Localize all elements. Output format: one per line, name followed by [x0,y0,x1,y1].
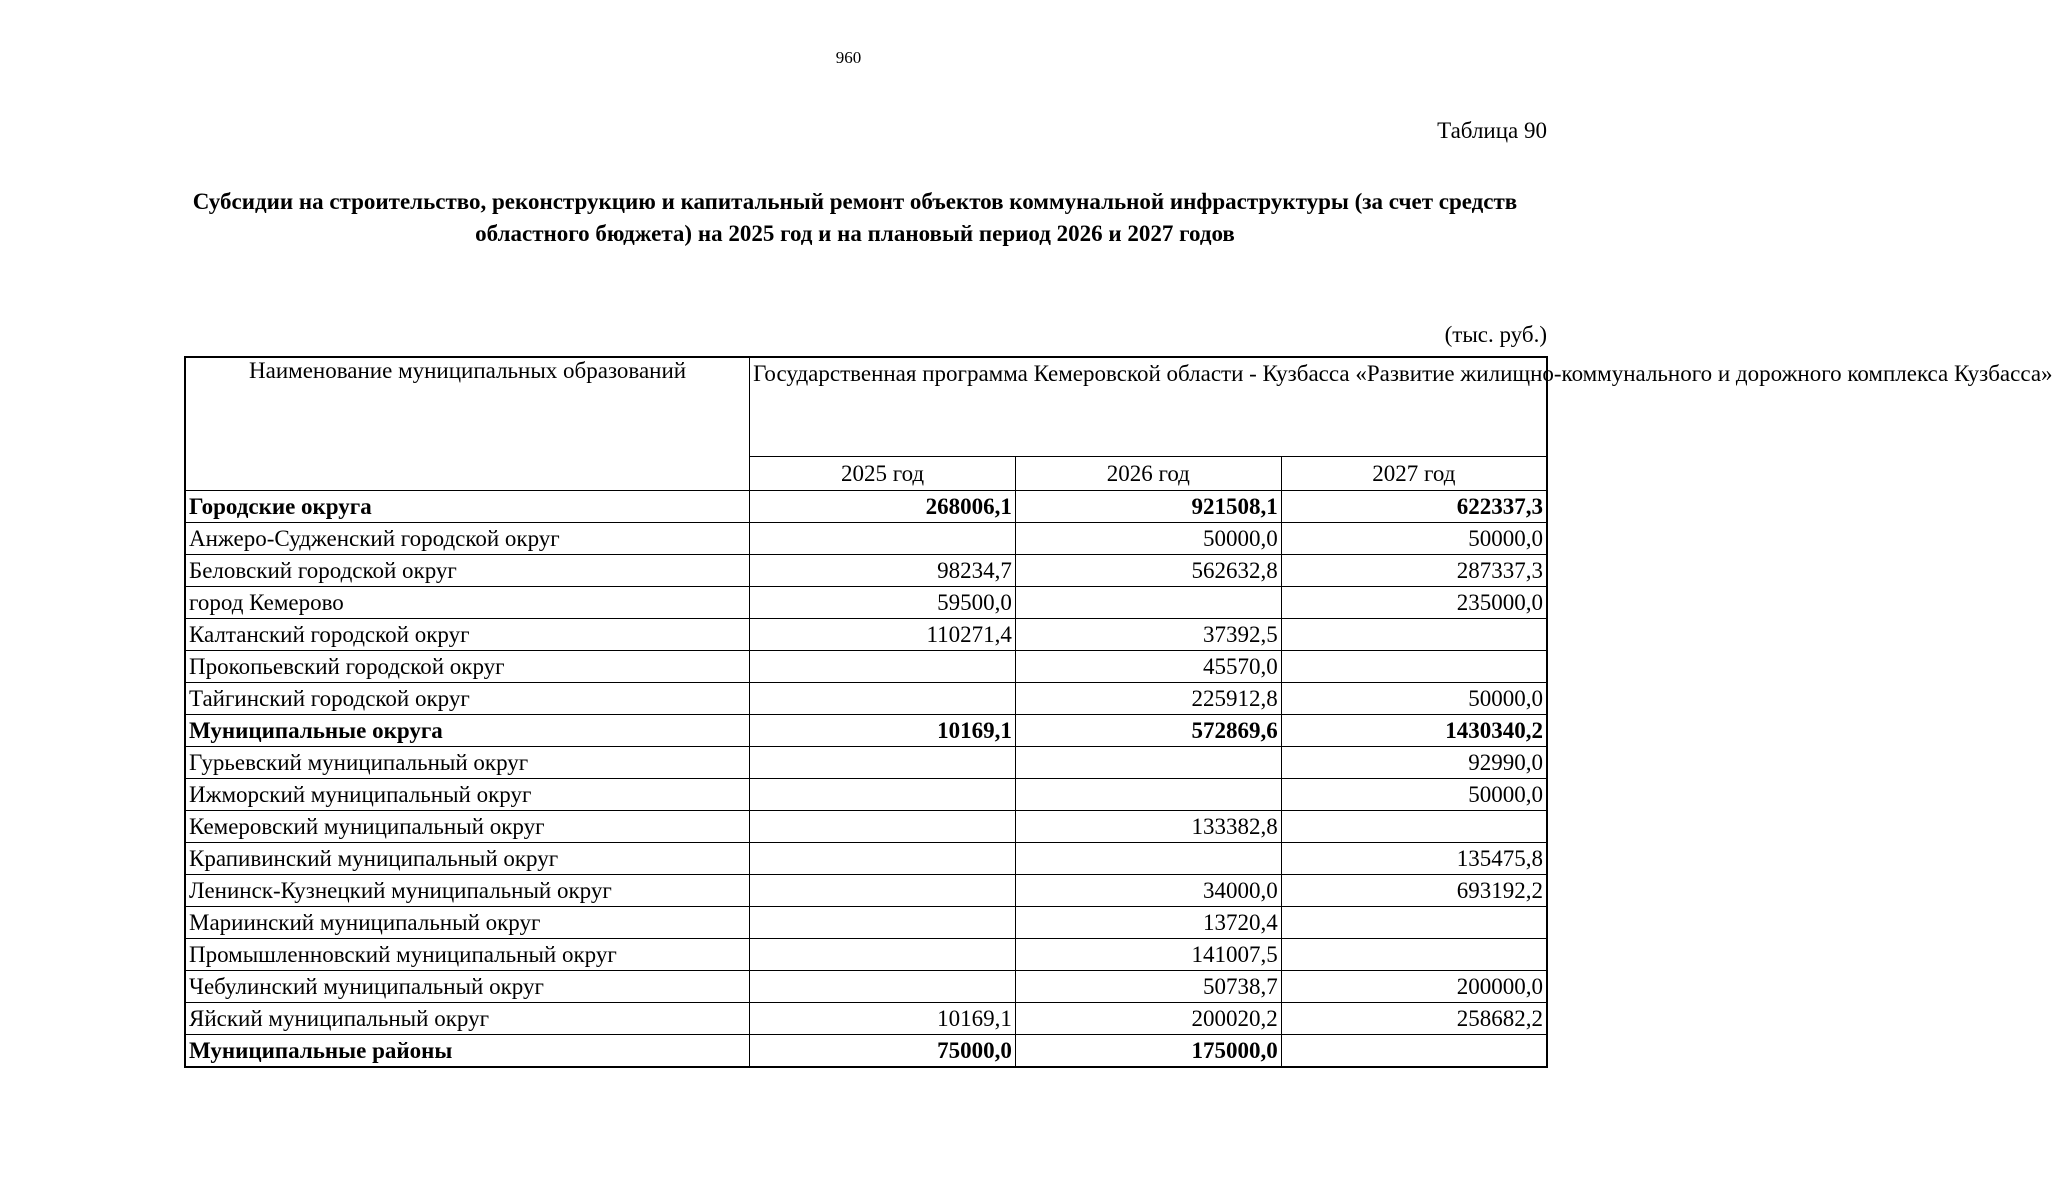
value-2026-cell [1015,587,1281,619]
table-row [185,555,1547,587]
table-body [185,491,1547,1068]
value-2025-cell [750,523,1016,555]
value-2027-cell: 135475,8 [1281,843,1547,875]
municipality-name-cell: Кемеровский муниципальный округ [185,811,750,843]
value-2026-cell: 921508,1 [1015,491,1281,523]
units-label: (тыс. руб.) [1444,322,1547,347]
value-2027-cell [1281,1035,1547,1068]
value-2026-cell: 50738,7 [1015,971,1281,1003]
value-2025-cell [750,651,1016,683]
value-2026-cell: 37392,5 [1015,619,1281,651]
value-2025-cell [750,907,1016,939]
value-2026-cell: 225912,8 [1015,683,1281,715]
municipality-name-cell: Муниципальные округа [185,715,750,747]
municipality-name-cell: Муниципальные районы [185,1035,750,1068]
municipality-name-cell: Промышленновский муниципальный округ [185,939,750,971]
table-row [185,843,1547,875]
value-2026-cell: 34000,0 [1015,875,1281,907]
value-2025-cell [750,875,1016,907]
value-2026-cell: 50000,0 [1015,523,1281,555]
value-2027-cell: 50000,0 [1281,523,1547,555]
table-row [185,747,1547,779]
value-2026-cell [1015,747,1281,779]
value-2026-cell: 13720,4 [1015,907,1281,939]
municipality-name-cell: Ижморский муниципальный округ [185,779,750,811]
municipality-name-cell: Ленинск-Кузнецкий муниципальный округ [185,875,750,907]
value-2025-cell: 10169,1 [750,715,1016,747]
table-label: Таблица 90 [1437,118,1547,143]
table-row [185,587,1547,619]
municipality-name-cell: Беловский городской округ [185,555,750,587]
document-title: Субсидии на строительство, реконструкцию и капитальный ремонт объектов коммунальной инфраструктуры (за счет средств областного бюджета) на 2025 год и на плановый период 2026 и 2027 годов [192,189,1518,246]
municipality-name-cell: Калтанский городской округ [185,619,750,651]
value-2026-cell [1015,779,1281,811]
municipality-name-cell: Городские округа [185,491,750,523]
value-2025-cell [750,843,1016,875]
value-2027-cell: 622337,3 [1281,491,1547,523]
value-2027-cell [1281,907,1547,939]
program-column-header: Государственная программа Кемеровской области - Кузбасса «Развитие жилищно-коммунального и дорожного комплекса Кузбасса» [750,357,1547,457]
subsidies-table [184,356,2053,1068]
value-2027-cell: 693192,2 [1281,875,1547,907]
value-2027-cell: 258682,2 [1281,1003,1547,1035]
value-2025-cell [750,683,1016,715]
year-header-2027: 2027 год [1281,457,1547,491]
table-row [185,1003,1547,1035]
value-2026-cell: 141007,5 [1015,939,1281,971]
value-2027-cell [1281,651,1547,683]
table-group-row [185,715,1547,747]
table-row [185,875,1547,907]
value-2026-cell: 45570,0 [1015,651,1281,683]
value-2025-cell [750,779,1016,811]
value-2025-cell [750,747,1016,779]
value-2027-cell: 50000,0 [1281,683,1547,715]
value-2027-cell [1281,619,1547,651]
value-2026-cell: 175000,0 [1015,1035,1281,1068]
value-2025-cell: 268006,1 [750,491,1016,523]
table-row [185,907,1547,939]
value-2026-cell: 562632,8 [1015,555,1281,587]
year-header-2026: 2026 год [1015,457,1281,491]
value-2027-cell: 200000,0 [1281,971,1547,1003]
value-2025-cell [750,811,1016,843]
table-row [185,811,1547,843]
value-2027-cell [1281,811,1547,843]
value-2025-cell: 75000,0 [750,1035,1016,1068]
municipality-name-cell: Крапивинский муниципальный округ [185,843,750,875]
value-2027-cell: 235000,0 [1281,587,1547,619]
value-2027-cell [1281,939,1547,971]
municipality-name-cell: Анжеро-Судженский городской округ [185,523,750,555]
value-2025-cell [750,939,1016,971]
page-number: 960 [835,48,862,67]
municipality-name-cell: Мариинский муниципальный округ [185,907,750,939]
value-2027-cell: 50000,0 [1281,779,1547,811]
value-2027-cell: 92990,0 [1281,747,1547,779]
table-group-row [185,491,1547,523]
year-header-2025: 2025 год [750,457,1016,491]
value-2025-cell: 110271,4 [750,619,1016,651]
municipality-column-header: Наименование муниципальных образований [185,357,750,491]
municipality-name-cell: город Кемерово [185,587,750,619]
value-2025-cell [750,971,1016,1003]
value-2025-cell: 59500,0 [750,587,1016,619]
municipality-name-cell: Чебулинский муниципальный округ [185,971,750,1003]
table-row [185,619,1547,651]
value-2025-cell: 98234,7 [750,555,1016,587]
value-2026-cell [1015,843,1281,875]
value-2027-cell: 287337,3 [1281,555,1547,587]
table-row [185,779,1547,811]
value-2027-cell: 1430340,2 [1281,715,1547,747]
table-row [185,939,1547,971]
table-row [185,523,1547,555]
value-2026-cell: 133382,8 [1015,811,1281,843]
municipality-name-cell: Яйский муниципальный округ [185,1003,750,1035]
municipality-name-cell: Гурьевский муниципальный округ [185,747,750,779]
value-2026-cell: 572869,6 [1015,715,1281,747]
table-row [185,651,1547,683]
table-group-row [185,1035,1547,1068]
table-row [185,683,1547,715]
value-2025-cell: 10169,1 [750,1003,1016,1035]
municipality-name-cell: Тайгинский городской округ [185,683,750,715]
value-2026-cell: 200020,2 [1015,1003,1281,1035]
municipality-name-cell: Прокопьевский городской округ [185,651,750,683]
table-row [185,971,1547,1003]
